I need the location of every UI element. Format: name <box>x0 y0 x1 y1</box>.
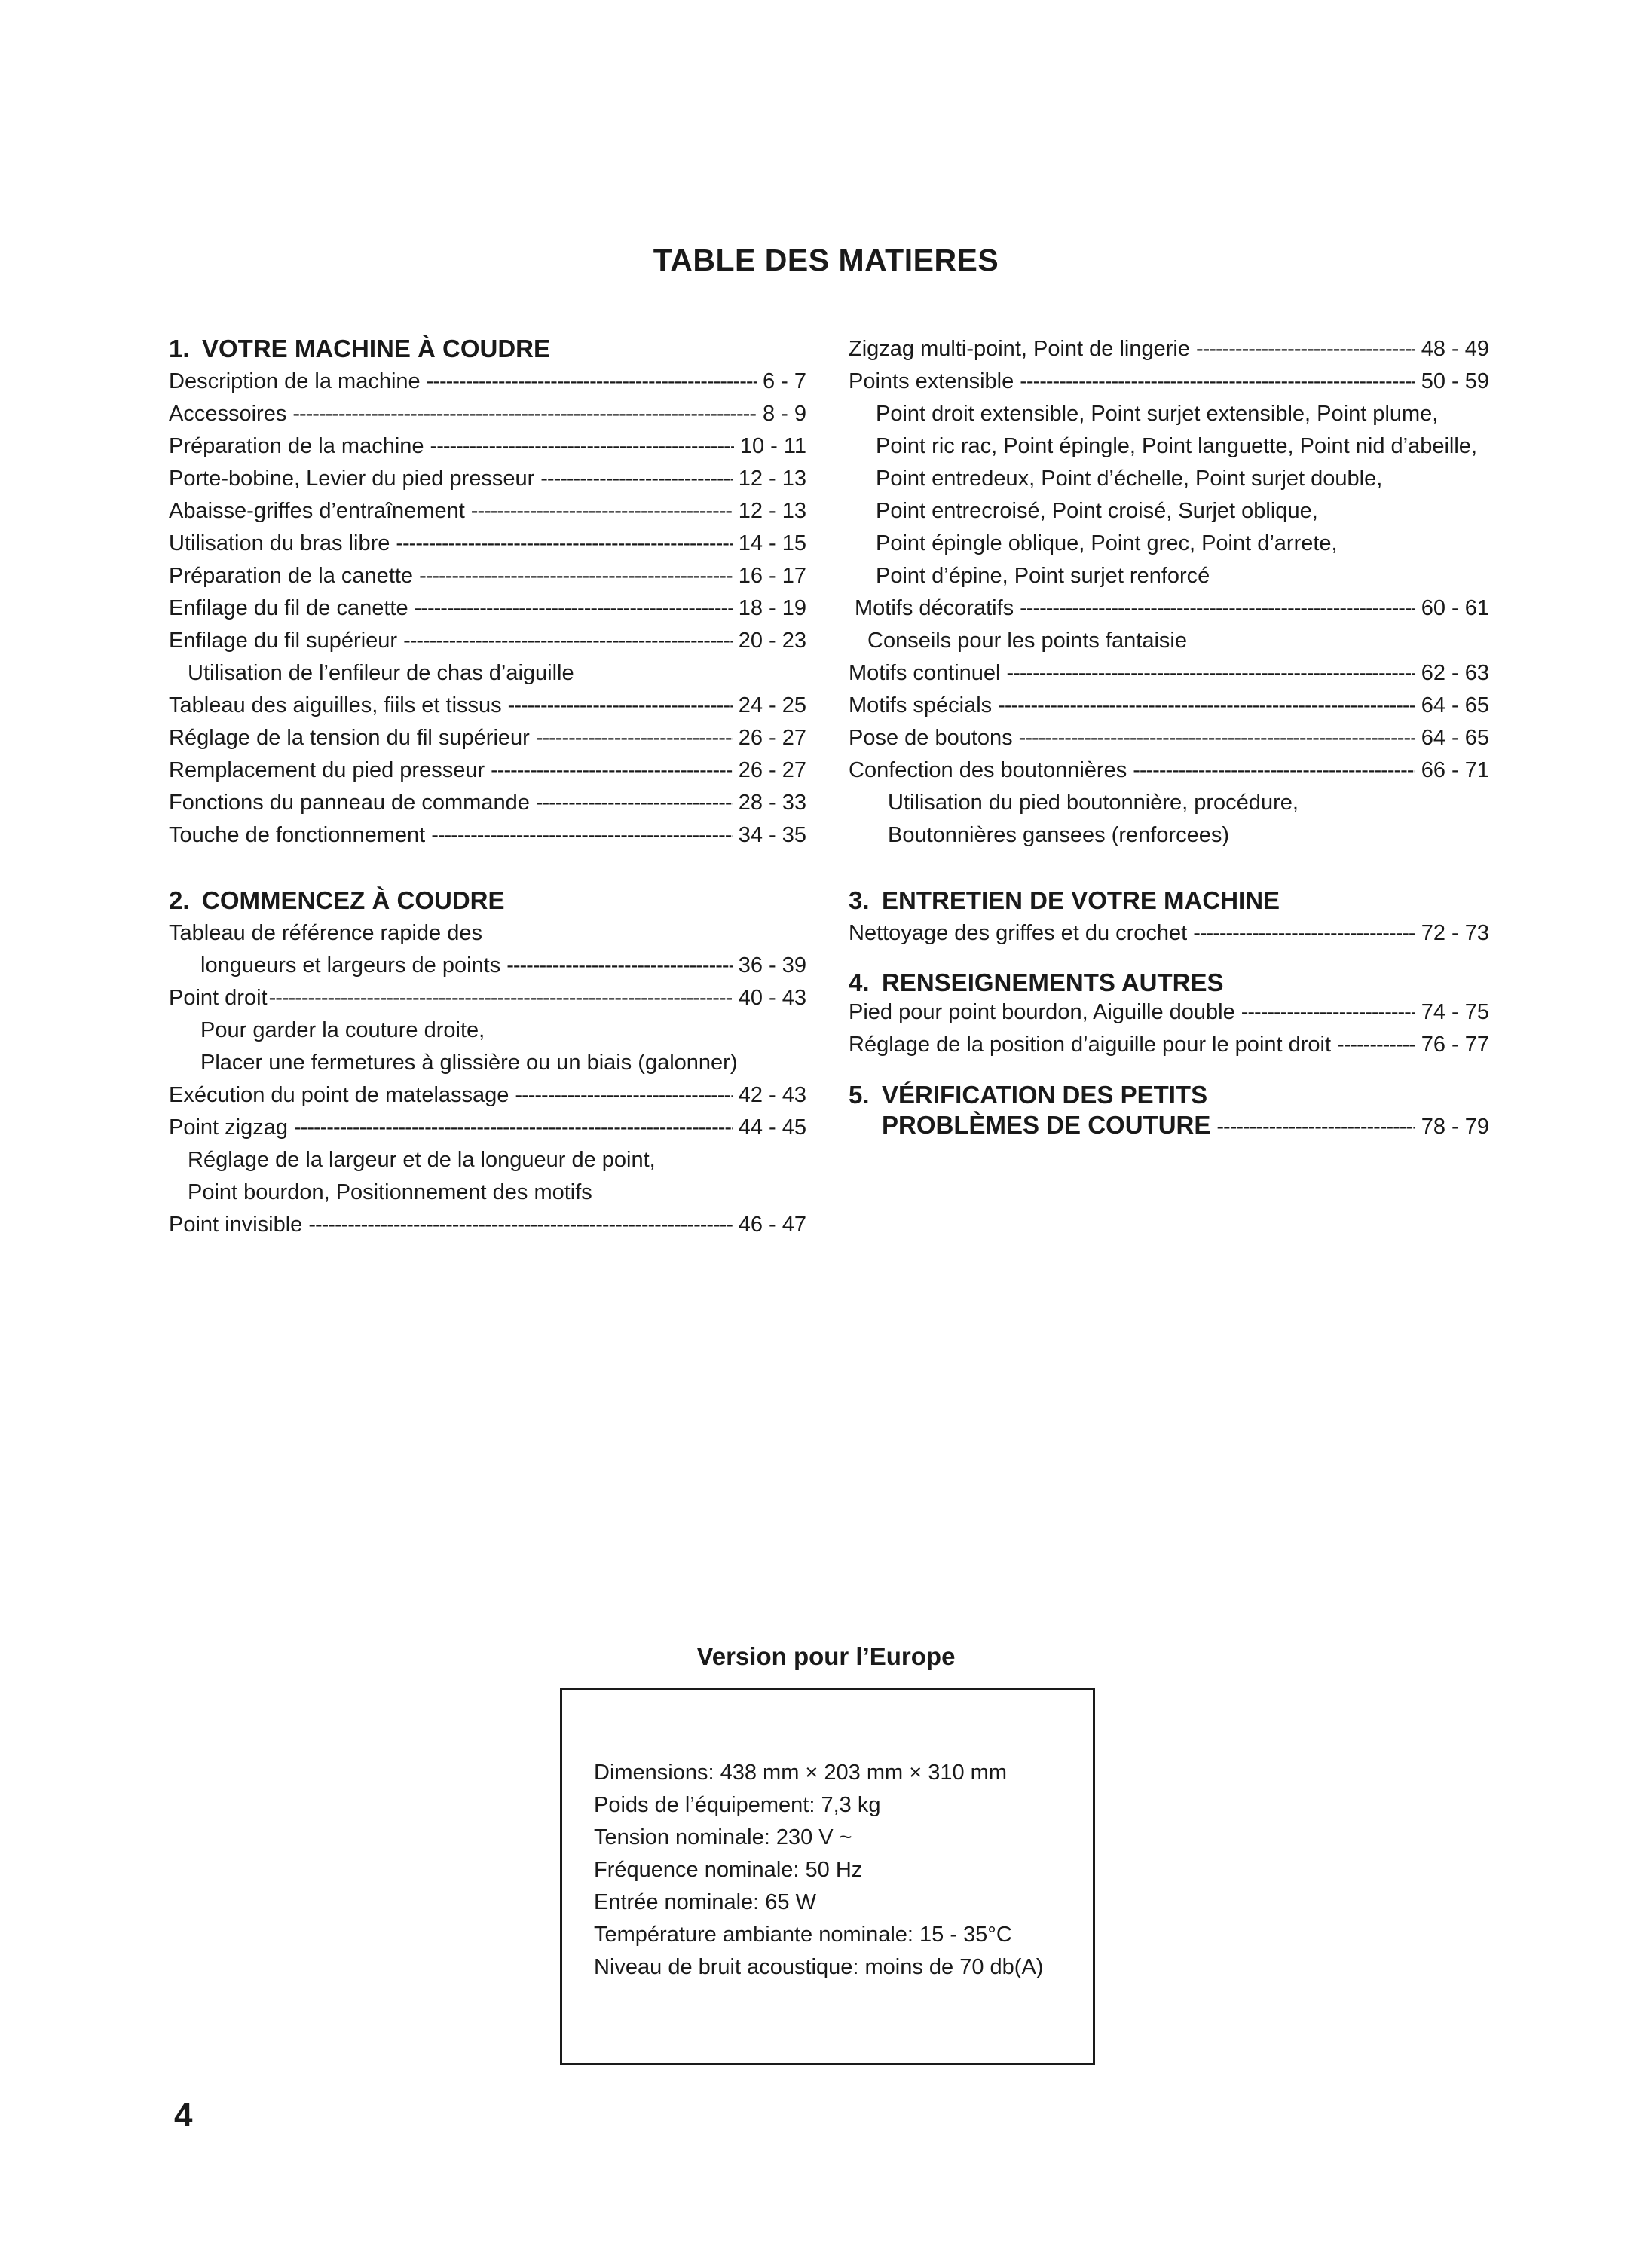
toc-entry[interactable]: Utilisation du bras libre ----- 14 - 15 <box>169 528 806 560</box>
toc-subentry: Utilisation de l’enfileur de chas d’aiguille <box>188 661 574 685</box>
spec-line: Dimensions: 438 mm × 203 mm × 310 mm <box>594 1761 1007 1785</box>
toc-subentry: Conseils pour les points fantaisie <box>867 629 1187 653</box>
toc-entry[interactable]: Touche de fonctionnement ----- 34 - 35 <box>169 819 806 852</box>
toc-subentry: Placer une fermetures à glissière ou un biais (galonner) <box>200 1051 738 1075</box>
page-number: 4 <box>174 2097 193 2134</box>
page-title: TABLE DES MATIERES <box>653 243 999 277</box>
toc-subentry: Point bourdon, Positionnement des motifs <box>188 1180 592 1204</box>
toc-entry[interactable]: Nettoyage des griffes et du crochet ----- 72 - 73 <box>849 917 1489 950</box>
toc-subentry: Tableau de référence rapide des <box>169 921 482 945</box>
toc-entry[interactable]: Pied pour point bourdon, Aiguille double ----- 74 - 75 <box>849 996 1489 1029</box>
toc-entry[interactable]: Accessoires ----- 8 - 9 <box>169 398 806 430</box>
section-heading-4: 4. RENSEIGNEMENTS AUTRES <box>849 968 1224 996</box>
toc-entry[interactable]: Description de la machine ----- 6 - 7 <box>169 366 806 398</box>
toc-entry[interactable]: Remplacement du pied presseur ----- 26 - 27 <box>169 754 806 787</box>
toc-subentry: Utilisation du pied boutonnière, procédure, <box>888 791 1299 815</box>
toc-entry[interactable]: Motifs spécials ----- 64 - 65 <box>849 690 1489 722</box>
toc-entry[interactable]: Fonctions du panneau de commande ----- 28 - 33 <box>169 787 806 819</box>
toc-entry[interactable]: Porte-bobine, Levier du pied presseur ----- 12 - 13 <box>169 463 806 495</box>
version-title: Version pour l’Europe <box>696 1642 956 1670</box>
toc-entry[interactable]: Abaisse-griffes d’entraînement ----- 12 - 13 <box>169 495 806 528</box>
spec-line: Température ambiante nominale: 15 - 35°C <box>594 1923 1012 1947</box>
toc-subentry: Boutonnières gansees (renforcees) <box>888 823 1229 847</box>
toc-entry[interactable]: Préparation de la machine ----- 10 - 11 <box>169 430 806 463</box>
toc-entry[interactable]: Réglage de la position d’aiguille pour le point droit ----- 76 - 77 <box>849 1029 1489 1061</box>
toc-subentry: Pour garder la couture droite, <box>200 1018 485 1042</box>
spec-line: Tension nominale: 230 V ~ <box>594 1825 852 1849</box>
toc-entry[interactable]: Confection des boutonnières ----- 66 - 71 <box>849 754 1489 787</box>
toc-subentry: Point épingle oblique, Point grec, Point d’arrete, <box>876 531 1338 555</box>
spec-line: Fréquence nominale: 50 Hz <box>594 1858 863 1882</box>
toc-entry[interactable]: Pose de boutons ----- 64 - 65 <box>849 722 1489 754</box>
toc-entry[interactable]: Réglage de la tension du fil supérieur ----- 26 - 27 <box>169 722 806 754</box>
toc-subentry: Point d’épine, Point surjet renforcé <box>876 564 1210 588</box>
spec-line: Entrée nominale: 65 W <box>594 1890 816 1914</box>
toc-entry[interactable]: Exécution du point de matelassage ----- 42 - 43 <box>169 1079 806 1112</box>
spec-list <box>594 1757 1043 1984</box>
toc-entry[interactable]: Point invisible ----- 46 - 47 <box>169 1209 806 1241</box>
section-heading-1: 1. VOTRE MACHINE À COUDRE <box>169 335 551 363</box>
section-heading-5: 5. VÉRIFICATION DES PETITS <box>849 1081 1208 1109</box>
section-heading-3: 3. ENTRETIEN DE VOTRE MACHINE <box>849 886 1280 914</box>
toc-subentry: Point entrecroisé, Point croisé, Surjet oblique, <box>876 499 1318 523</box>
toc-subentry: Réglage de la largeur et de la longueur de point, <box>188 1148 656 1172</box>
spec-box <box>560 1688 1095 2065</box>
toc-subentry: Point entredeux, Point d’échelle, Point surjet double, <box>876 467 1383 491</box>
toc-entry[interactable]: Préparation de la canette ----- 16 - 17 <box>169 560 806 592</box>
toc-entry[interactable]: Enfilage du fil supérieur ----- 20 - 23 <box>169 625 806 657</box>
toc-entry[interactable]: Point zigzag ----- 44 - 45 <box>169 1112 806 1144</box>
toc-entry[interactable]: Motifs continuel ----- 62 - 63 <box>849 657 1489 690</box>
toc-right-column <box>849 333 1489 1141</box>
toc-entry[interactable]: Tableau des aiguilles, fiils et tissus ----- 24 - 25 <box>169 690 806 722</box>
section-heading-2: 2. COMMENCEZ À COUDRE <box>169 886 505 914</box>
toc-entry[interactable]: Points extensible ----- 50 - 59 <box>849 366 1489 398</box>
toc-subentry: Point droit extensible, Point surjet extensible, Point plume, <box>876 402 1439 426</box>
toc-entry[interactable]: PROBLÈMES DE COUTURE ----- 78 - 79 <box>849 1109 1489 1141</box>
spec-line: Poids de l’équipement: 7,3 kg <box>594 1793 881 1817</box>
toc-left-column <box>169 333 806 1241</box>
spec-line: Niveau de bruit acoustique: moins de 70 db(A) <box>594 1955 1044 1979</box>
toc-entry[interactable]: longueurs et largeurs de points ----- 36 - 39 <box>169 950 806 982</box>
toc-subentry: Point ric rac, Point épingle, Point languette, Point nid d’abeille, <box>876 434 1477 458</box>
toc-entry[interactable]: Motifs décoratifs ----- 60 - 61 <box>849 592 1489 625</box>
toc-entry[interactable]: Enfilage du fil de canette ----- 18 - 19 <box>169 592 806 625</box>
toc-entry[interactable]: Zigzag multi-point, Point de lingerie ----- 48 - 49 <box>849 333 1489 366</box>
toc-entry[interactable]: Point droit ----- 40 - 43 <box>169 982 806 1014</box>
